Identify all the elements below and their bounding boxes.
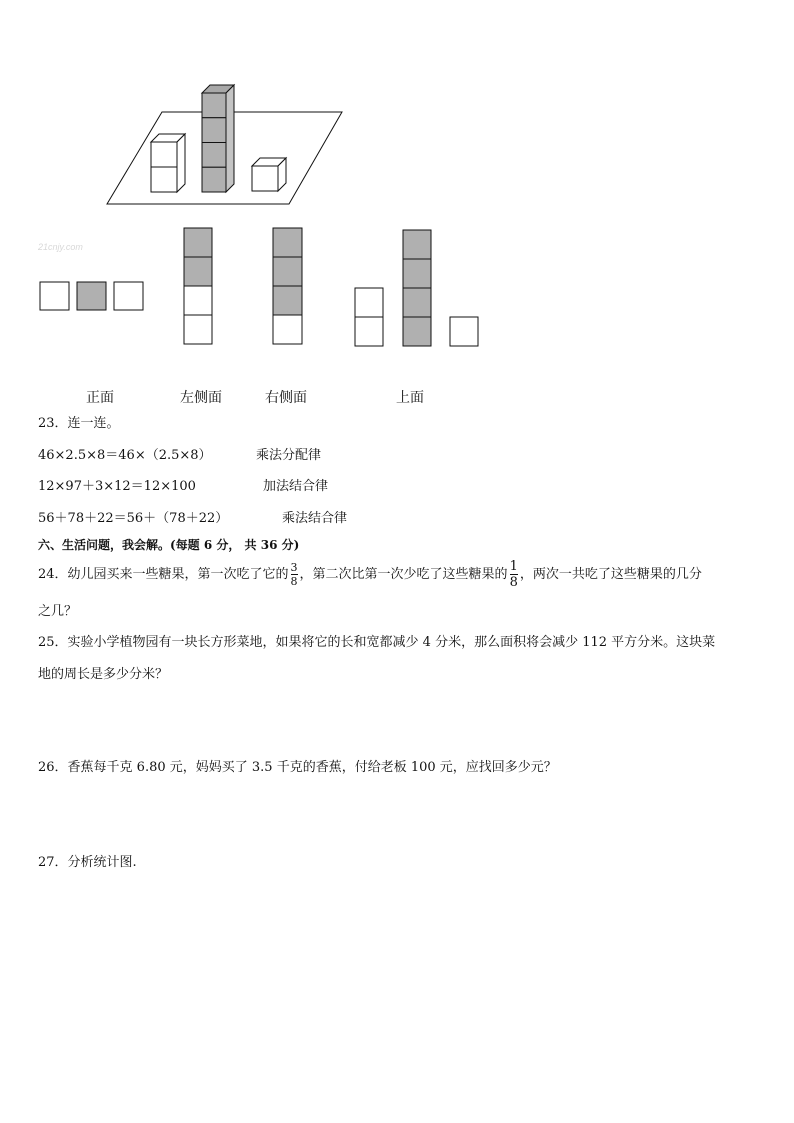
fraction-denominator: 8 [509,575,518,590]
q24-text-part2: ，第二次比第一次少吃了这些糖果的 [299,567,508,582]
q23-expr-1: 46×2.5×8＝46×（2.5×8） [38,448,212,463]
q24-fraction-1 [291,562,298,587]
q25-line-1: 25．实验小学植物园有一块长方形菜地，如果将它的长和宽都减少 4 分米，那么面积将会减少 112 平方分米。这块菜 [38,635,716,650]
q25-line-2: 地的周长是多少分米？ [38,667,169,682]
q23-expr-3: 56＋78＋22＝56＋（78＋22） [38,511,229,526]
right-cube [252,158,286,191]
watermark: 21cnjy.com [38,242,83,252]
right-side-view [273,228,302,344]
fraction-numerator: 1 [509,559,518,574]
q24-line-1 [38,560,702,590]
q24-text-part3: ，两次一共吃了这些糖果的几分 [519,567,702,582]
label-right-view: 右侧面 [265,390,307,406]
q23-law-1: 乘法分配律 [256,448,322,463]
section-6-heading: 六、生活问题，我会解。(每题 6 分， 共 36 分) [38,538,300,552]
top-view [355,230,478,346]
label-top-view: 上面 [396,390,424,406]
q23-law-3: 乘法结合律 [282,511,348,526]
label-front-view: 正面 [86,390,114,406]
q26-text: 26．香蕉每千克 6.80 元，妈妈买了 3.5 千克的香蕉，付给老板 100 元，应找回多少元？ [38,760,557,775]
fraction-denominator: 8 [290,575,298,588]
solid-figure-3d [107,85,342,204]
left-cube-stack [151,134,185,192]
q24-text-part1: 24．幼儿园买来一些糖果，第一次吃了它的 [38,567,289,582]
fraction-numerator: 3 [290,561,298,574]
label-left-view: 左侧面 [180,390,222,406]
q23-expr-2: 12×97＋3×12＝12×100 [38,479,196,494]
left-side-view [184,228,212,344]
figure-area [0,0,794,400]
middle-cube-stack [202,85,234,192]
q24-line-2: 之几？ [38,604,78,619]
q24-fraction-2 [510,560,518,589]
q23-law-2: 加法结合律 [263,479,329,494]
q23-title: 23．连一连。 [38,416,120,431]
q27-text: 27．分析统计图. [38,855,137,870]
front-view [40,282,143,310]
